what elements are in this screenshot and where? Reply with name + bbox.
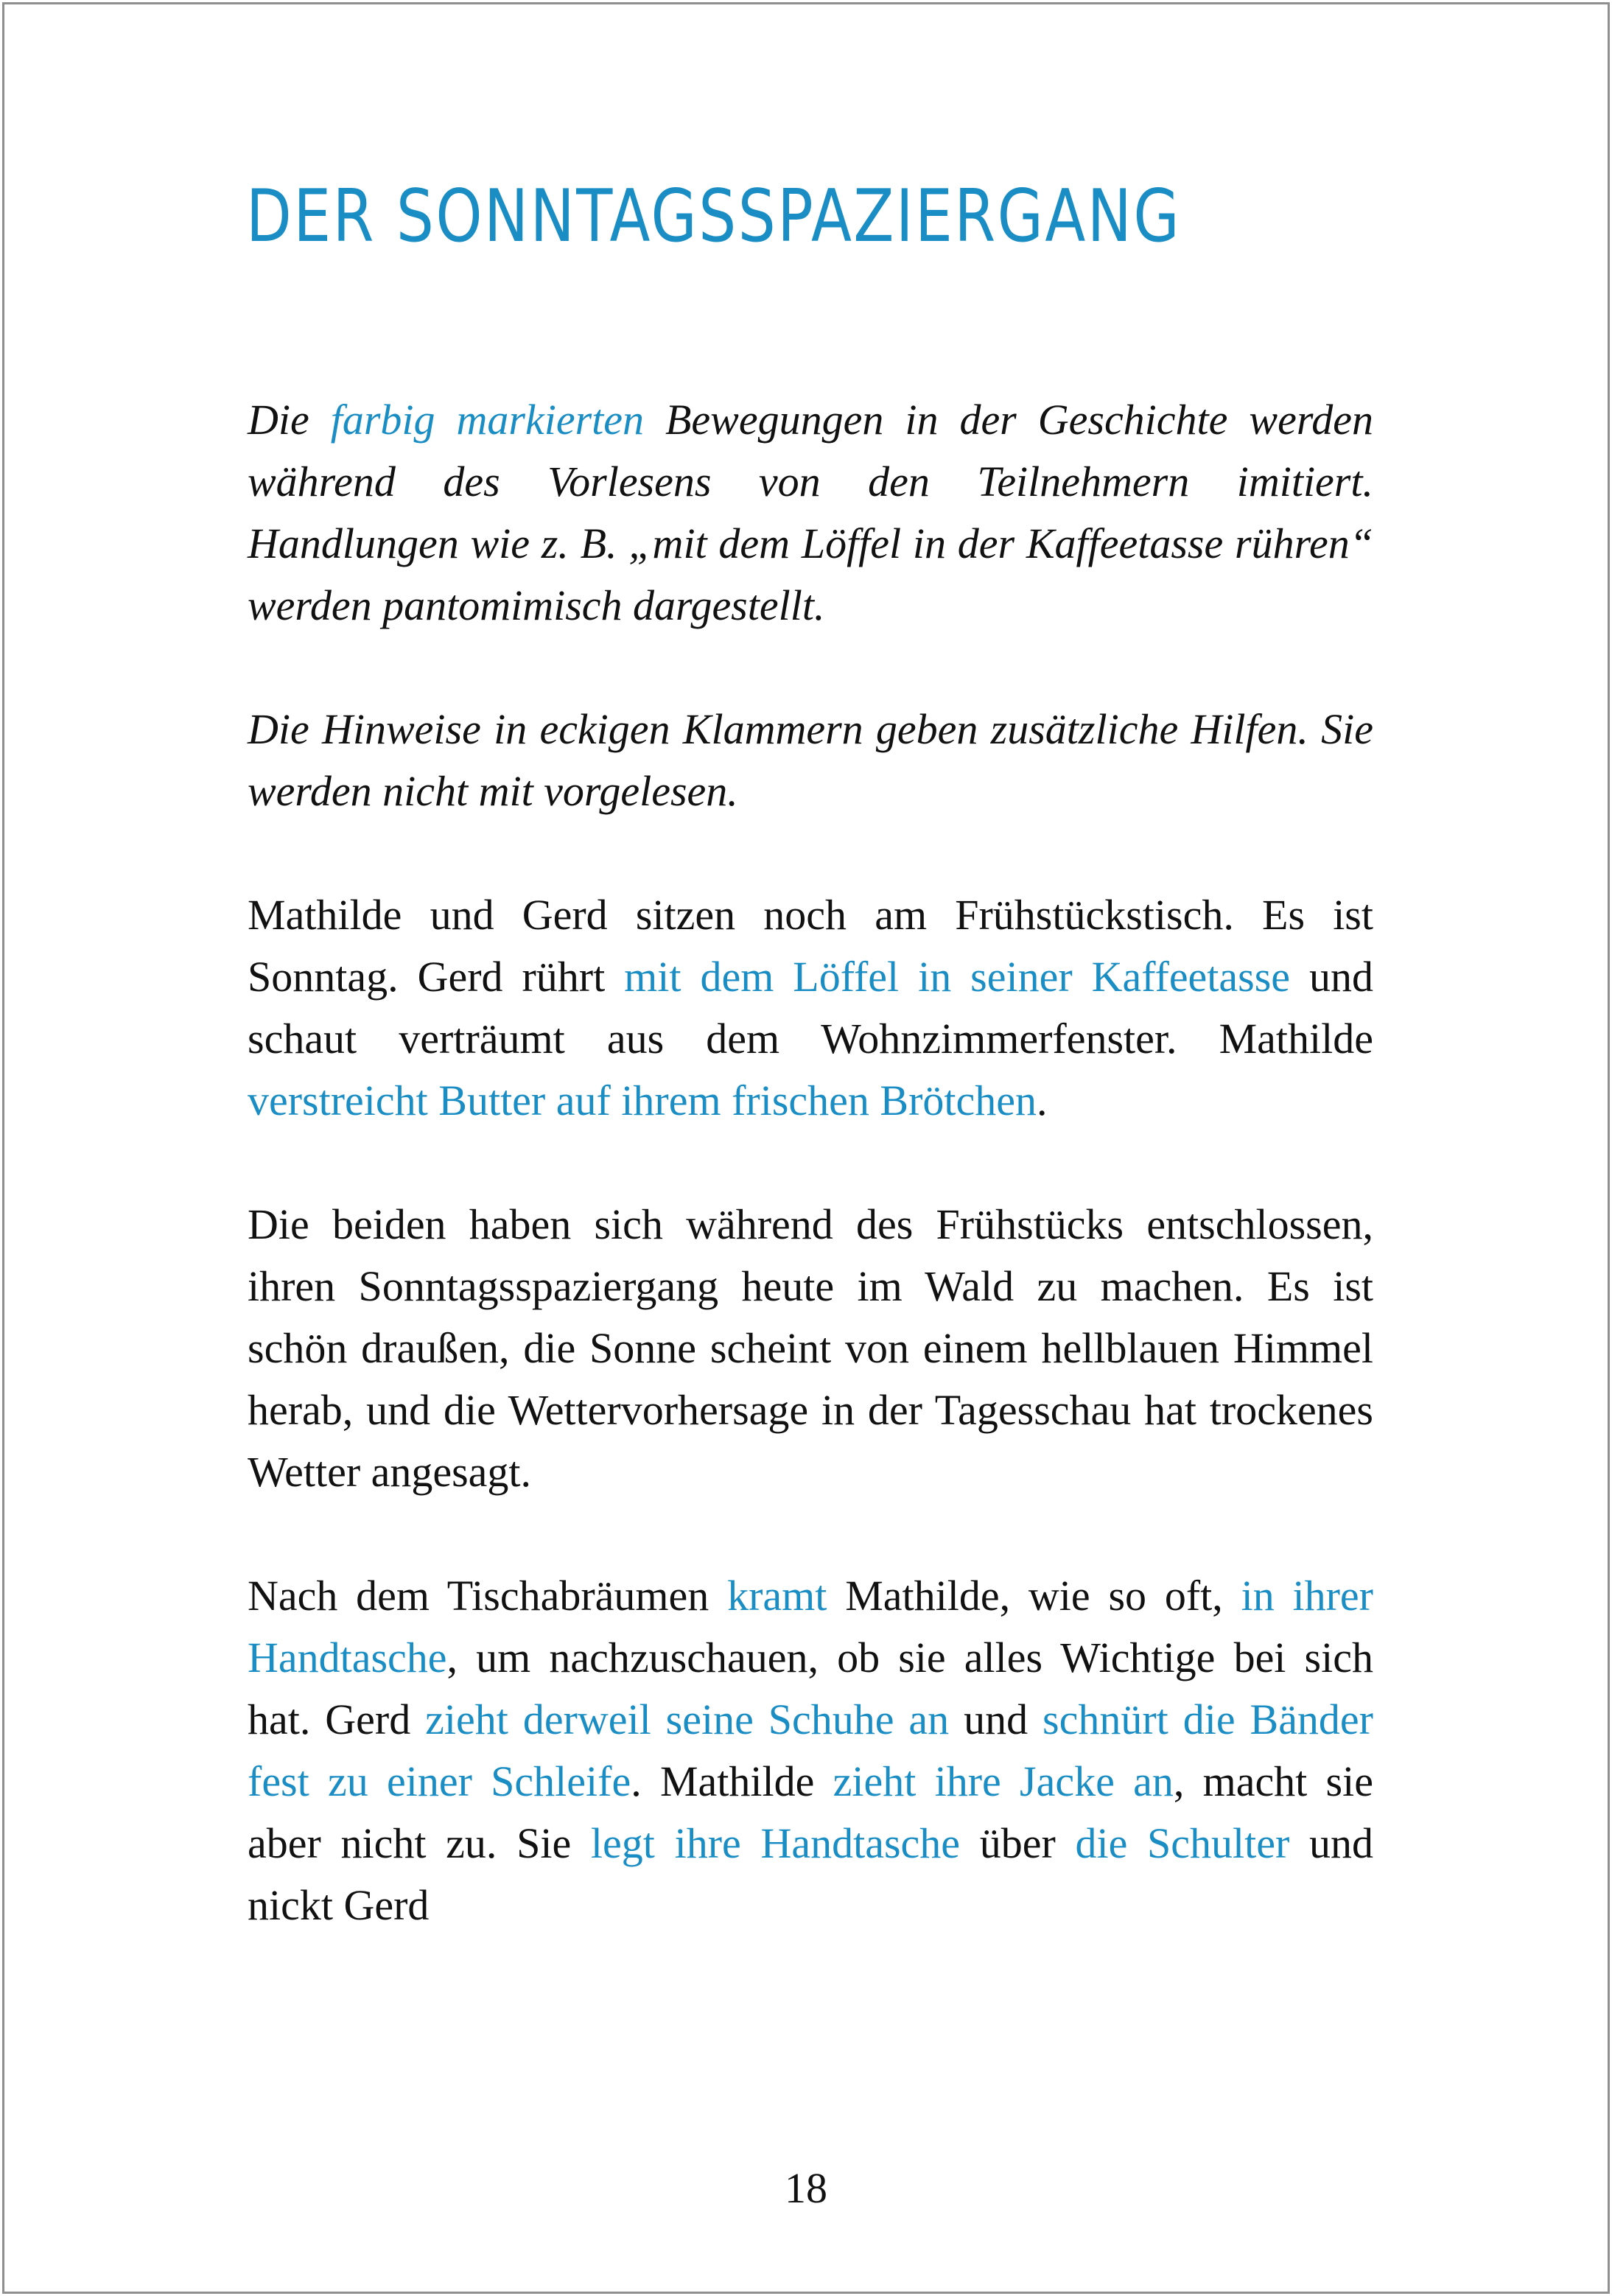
text-run: und schaut verträumt aus dem Wohnzimmerfenster. Mathilde <box>248 953 1373 1063</box>
book-page <box>2 2 1610 2294</box>
page-number: 18 <box>785 2164 827 2212</box>
text-run: , um nachzuschauen, ob sie alles Wichtige bei sich hat. Gerd <box>248 1634 1373 1743</box>
story-paragraph-1 <box>248 884 1373 1132</box>
text-run: . <box>1037 1077 1048 1124</box>
highlighted-movement: kramt <box>727 1572 827 1620</box>
highlighted-movement: die Schulter <box>1075 1819 1290 1867</box>
chapter-title: DER SONNTAGSSPAZIERGANG <box>246 175 1182 259</box>
story-text <box>248 389 1373 1998</box>
intro-paragraph-2: Die Hinweise in eckigen Klammern geben zusätzliche Hilfen. Sie werden nicht mit vorgelesen. <box>248 705 1373 815</box>
story-paragraph-2: Die beiden haben sich während des Frühstücks entschlossen, ihren Sonntagsspaziergang heute im Wald zu machen. Es ist schön draußen, die Sonne scheint von einem hellblauen Himmel herab, und die Wettervorhersage in der Tagesschau hat trockenes Wetter angesagt. <box>248 1200 1373 1496</box>
text-run: Mathilde und Gerd sitzen noch am Frühstückstisch. Es ist Sonntag. Gerd rührt <box>248 891 1373 1001</box>
highlighted-movement: zieht ihre Jacke an <box>833 1757 1174 1805</box>
highlighted-movement: verstreicht Butter auf ihrem frischen Brötchen <box>248 1077 1037 1124</box>
intro-paragraph-1 <box>248 389 1373 637</box>
text-run: und <box>949 1695 1043 1743</box>
text-run: und nickt Gerd <box>248 1819 1373 1929</box>
story-paragraph-3 <box>248 1565 1373 1936</box>
text-run: Bewegungen in der Geschichte werden während des Vorlesens von den Teilnehmern imitiert. Handlungen wie z. B. „mit dem Löffel in der Kaffeetasse rühren“ werden pantomimisch dargestellt. <box>248 396 1373 629</box>
highlighted-movement: schnürt die Bänder fest zu einer Schleife <box>248 1695 1373 1805</box>
highlighted-movement: zieht derweil seine Schuhe an <box>425 1695 950 1743</box>
highlighted-movement: in ihrer Handtasche <box>248 1572 1373 1681</box>
text-run: Die <box>248 396 331 444</box>
text-run: Mathilde, wie so oft, <box>827 1572 1241 1620</box>
text-run: , macht sie aber nicht zu. Sie <box>248 1757 1373 1867</box>
text-run: über <box>960 1819 1076 1867</box>
highlighted-movement: mit dem Löffel in seiner Kaffeetasse <box>624 953 1291 1001</box>
highlighted-movement: farbig markierten <box>330 396 645 444</box>
text-run: . Mathilde <box>631 1757 833 1805</box>
highlighted-movement: legt ihre Handtasche <box>590 1819 960 1867</box>
text-run: Nach dem Tischabräumen <box>248 1572 728 1620</box>
